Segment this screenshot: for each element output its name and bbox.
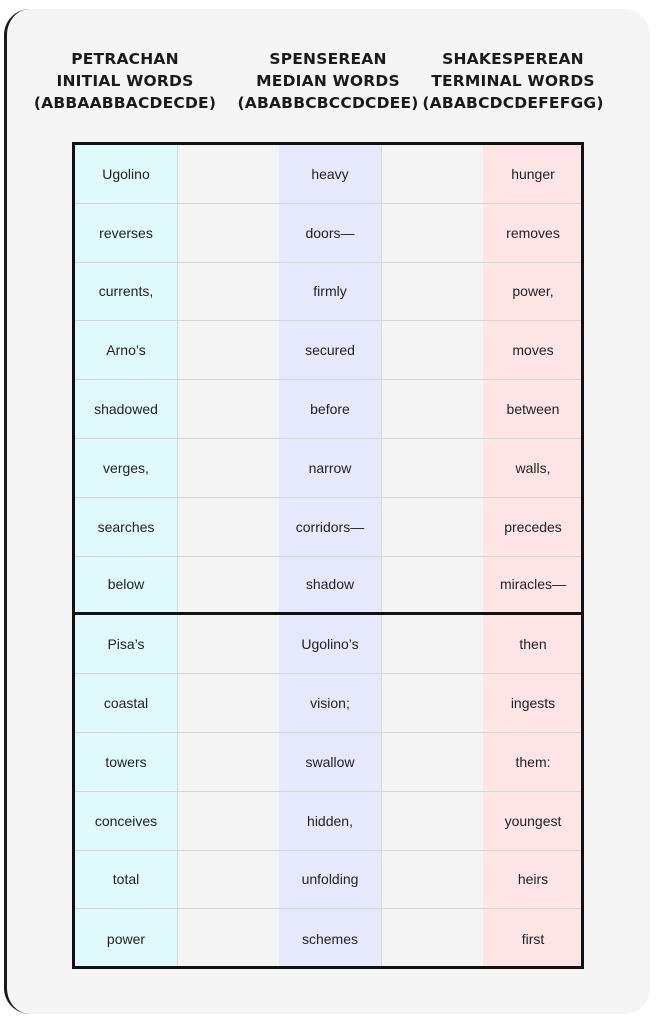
terminal-word-cell: them: [515,753,551,770]
table-row [75,439,581,498]
header-shakesperean-line1: SHAKESPEREAN [442,50,584,68]
initial-word-cell: searches [97,518,155,535]
table-row [75,851,581,910]
table-row [75,498,581,557]
table-row [75,321,581,380]
median-word-cell: secured [305,342,355,359]
header-petrachan-line2: INITIAL WORDS [56,72,194,90]
terminal-word-cell: moves [512,342,554,359]
table-row [75,733,581,792]
median-word-cell: before [310,401,350,418]
median-word-cell: vision; [310,695,350,712]
terminal-word-cell: walls, [515,459,551,476]
header-spenserean-line1: SPENSEREAN [269,50,387,68]
terminal-word-cell: ingests [510,695,556,712]
table-row [75,615,581,674]
table-rows [75,145,581,968]
median-word-cell: corridors— [295,518,365,535]
header-petrachan-line1: PETRACHAN [71,50,179,68]
median-word-cell: narrow [308,459,352,476]
median-word-cell: firmly [313,283,347,300]
terminal-word-cell: power, [512,283,554,300]
terminal-word-cell: precedes [504,518,562,535]
column-headers [0,48,659,118]
initial-word-cell: Pisa’s [107,636,145,653]
terminal-word-cell: miracles— [499,576,567,593]
initial-word-cell: power [106,930,146,947]
terminal-word-cell: then [519,636,547,653]
header-spenserean [228,48,428,114]
initial-word-cell: below [107,576,145,593]
median-word-cell: shadow [305,576,355,593]
table-row [75,557,581,616]
header-shakesperean-line3: (ABABCDCDEFEFGG) [422,94,604,112]
header-shakesperean [413,48,613,114]
initial-word-cell: Arno’s [106,342,146,359]
header-shakesperean-line2: TERMINAL WORDS [431,72,595,90]
header-petrachan [25,48,225,114]
initial-word-cell: Ugolino [102,165,150,182]
median-word-cell: swallow [305,753,355,770]
header-petrachan-line3: (ABBAABBACDECDE) [33,94,217,112]
header-spenserean-line3: (ABABBCBCCDCDEE) [237,94,419,112]
initial-word-cell: shadowed [94,401,158,418]
table-row [75,792,581,851]
median-word-cell: hidden, [307,812,353,829]
median-word-cell: heavy [311,165,349,182]
table-row [75,263,581,322]
median-word-cell: unfolding [301,871,359,888]
initial-word-cell: coastal [103,695,149,712]
terminal-word-cell: between [506,401,560,418]
median-word-cell: Ugolino’s [301,636,359,653]
table-row [75,145,581,204]
terminal-word-cell: hunger [511,165,555,182]
initial-word-cell: reverses [99,224,153,241]
terminal-word-cell: removes [506,224,560,241]
initial-word-cell: towers [105,753,147,770]
initial-word-cell: verges, [103,459,149,476]
terminal-word-cell: first [521,930,545,947]
terminal-word-cell: heirs [517,871,549,888]
table-row [75,204,581,263]
median-word-cell: schemes [301,930,359,947]
table-row [75,380,581,439]
initial-word-cell: currents, [98,283,154,300]
header-spenserean-line2: MEDIAN WORDS [256,72,400,90]
sonnet-word-table [72,142,584,969]
terminal-word-cell: youngest [504,812,562,829]
table-row [75,674,581,733]
initial-word-cell: conceives [94,812,158,829]
median-word-cell: doors— [305,224,355,241]
table-row [75,909,581,968]
initial-word-cell: total [112,871,140,888]
